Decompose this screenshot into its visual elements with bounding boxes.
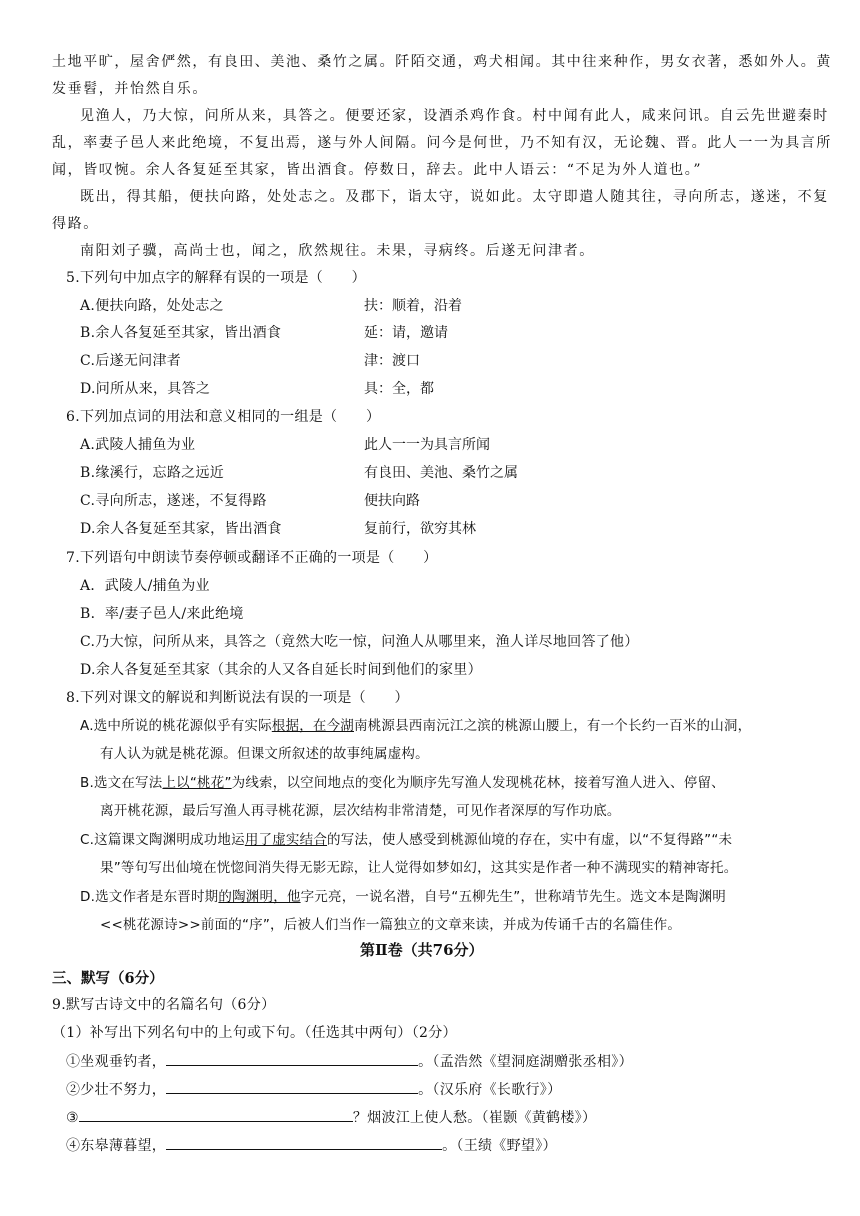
q6-option-b: B.缘溪行，忘路之远近	[80, 465, 225, 481]
q6-option-a-compare: 此人一一为具言所闻	[364, 437, 490, 453]
q8-d-underlined: 的陶渊明，他	[218, 889, 301, 905]
q9-item-3-pre: ③	[66, 1110, 79, 1126]
q8-c-text: C.这篇课文陶渊明成功地运	[80, 832, 245, 848]
q6-option-a: A.武陵人捕鱼为业	[80, 437, 196, 453]
section-3-title: 三、默写（6分）	[52, 970, 164, 987]
q9-item-2-post: 。（汉乐府《长歌行》）	[418, 1082, 562, 1098]
q6-option-d-compare: 复前行，欲穷其林	[364, 521, 476, 537]
q8-option-d-cont: <<桃花源诗>>前面的“序”，后被人们当作一篇独立的文章来读，并成为传诵千古的名篇佳作。	[100, 917, 682, 933]
q8-option-b-cont: 离开桃花源，最后写渔人再寻桃花源，层次结构非常清楚，可见作者深厚的写作功底。	[100, 803, 621, 819]
q5-option-d: D.问所从来，具答之	[80, 381, 211, 397]
q9-item-2	[66, 1079, 561, 1100]
answer-blank[interactable]	[166, 1079, 418, 1094]
q9-item-2-pre: ②少壮不努力，	[66, 1082, 167, 1098]
q8-option-a	[80, 716, 751, 736]
q9-item-4	[66, 1135, 557, 1156]
q7-option-c: C.乃大惊，问所从来，具答之（竟然大吃一惊，问渔人从哪里来，渔人详尽地回答了他）	[80, 634, 639, 650]
question-6-stem: 6.下列加点词的用法和意义相同的一组是（ ）	[66, 409, 381, 425]
question-7-stem: 7.下列语句中朗读节奏停顿或翻译不正确的一项是（ ）	[66, 550, 438, 566]
q9-item-1-post: 。（孟浩然《望洞庭湖赠张丞相》）	[418, 1054, 633, 1070]
q8-c-text: 的写法，使人感受到桃源仙境的存在，实中有虚，以“不复得路”“未	[327, 832, 733, 848]
passage-line: 土地平旷，屋舍俨然，有良田、美池、桑竹之属。阡陌交通，鸡犬相闻。其中往来种作，男女衣著，悉如外人。黄	[52, 54, 832, 70]
q9-item-3-post: ？烟波江上使人愁。（崔颢《黄鹤楼》）	[352, 1110, 597, 1126]
q8-option-d	[80, 887, 726, 907]
q8-b-text: 为线索，以空间地点的变化为顺序先写渔人发现桃花林，接着写渔人进入、停留、	[231, 775, 725, 791]
q6-option-d: D.余人各复延至其家，皆出酒食	[80, 521, 282, 537]
q8-a-text: A.选中所说的桃花源似乎有实际	[80, 718, 272, 734]
q8-d-text: D.选文作者是东晋时期	[80, 889, 219, 905]
question-9-stem: 9.默写古诗文中的名篇名句（6分）	[52, 997, 276, 1013]
answer-blank[interactable]	[166, 1051, 418, 1066]
q9-item-3	[66, 1107, 596, 1128]
passage-line: 发垂髫，并怡然自乐。	[52, 81, 208, 97]
passage-line: 乱，率妻子邑人来此绝境，不复出焉，遂与外人间隔。问今是何世，乃不知有汉，无论魏、晋。此人一一为具言所	[52, 135, 832, 151]
q9-item-1	[66, 1051, 633, 1072]
q5-option-d-gloss: 具：全，都	[364, 381, 434, 397]
q8-c-underlined: 用了虚实结合	[244, 832, 328, 848]
q8-a-underlined: 根据，在今湖	[271, 718, 354, 734]
passage-line: 见渔人，乃大惊，问所从来，具答之。便要还家，设酒杀鸡作食。村中闻有此人，咸来问讯。自云先世避秦时	[80, 108, 829, 124]
q8-d-text: 字元亮，一说名潜，自号“五柳先生”，世称靖节先生。选文本是陶渊明	[300, 889, 726, 905]
question-5-stem: 5.下列句中加点字的解释有误的一项是（ ）	[66, 270, 366, 286]
answer-blank[interactable]	[79, 1107, 353, 1122]
q9-item-4-post: 。（王绩《野望》）	[442, 1138, 557, 1154]
q5-option-b: B.余人各复延至其家，皆出酒食	[80, 325, 282, 341]
q8-option-b	[80, 773, 725, 793]
q8-b-underlined: 上以“桃花”	[162, 775, 232, 791]
q8-option-a-cont: 有人认为就是桃花源。但课文所叙述的故事纯属虚构。	[100, 746, 429, 762]
passage-line: 闻，皆叹惋。余人各复延至其家，皆出酒食。停数日，辞去。此中人语云：“不足为外人道也。”	[52, 162, 703, 178]
passage-line: 得路。	[52, 216, 99, 232]
answer-blank[interactable]	[166, 1135, 442, 1150]
q7-option-b: B．率/妻子邑人/来此绝境	[80, 606, 244, 622]
q8-b-text: B.选文在写法	[80, 775, 163, 791]
q7-option-a: A．武陵人/捕鱼为业	[80, 578, 210, 594]
passage-line: 既出，得其船，便扶向路，处处志之。及郡下，诣太守，说如此。太守即遣人随其往，寻向所志，遂迷，不复	[80, 189, 829, 205]
q8-option-c-cont: 果”等句写出仙境在恍惚间消失得无影无踪，让人觉得如梦如幻，这其实是作者一种不满现实的精神寄托。	[100, 860, 738, 876]
q8-a-text: 南桃源县西南沅江之滨的桃源山腰上，有一个长约一百米的山洞，	[354, 718, 752, 734]
q5-option-a: A.便扶向路，处处志之	[80, 298, 224, 314]
question-8-stem: 8.下列对课文的解说和判断说法有误的一项是（ ）	[66, 690, 409, 706]
q7-option-d: D.余人各复延至其家（其余的人又各自延长时间到他们的家里）	[80, 662, 482, 678]
q6-option-c: C.寻向所志，遂迷，不复得路	[80, 493, 267, 509]
q8-option-c	[80, 830, 732, 850]
q5-option-a-gloss: 扶：顺着，沿着	[364, 298, 462, 314]
q9-item-4-pre: ④东皋薄暮望，	[66, 1138, 167, 1154]
passage-line: 南阳刘子骥，高尚士也，闻之，欣然规往。未果，寻病终。后遂无问津者。	[80, 243, 595, 259]
q5-option-c-gloss: 津：渡口	[364, 353, 420, 369]
q6-option-c-compare: 便扶向路	[364, 493, 420, 509]
q9-item-1-pre: ①坐观垂钓者，	[66, 1054, 167, 1070]
volume-2-title: 第Ⅱ卷（共76分）	[360, 941, 484, 959]
q6-option-b-compare: 有良田、美池、桑竹之属	[364, 465, 518, 481]
q9-sub-1: （1）补写出下列名句中的上句或下句。（任选其中两句）（2分）	[52, 1025, 457, 1041]
q5-option-c: C.后遂无问津者	[80, 353, 182, 369]
q5-option-b-gloss: 延：请，邀请	[364, 325, 448, 341]
